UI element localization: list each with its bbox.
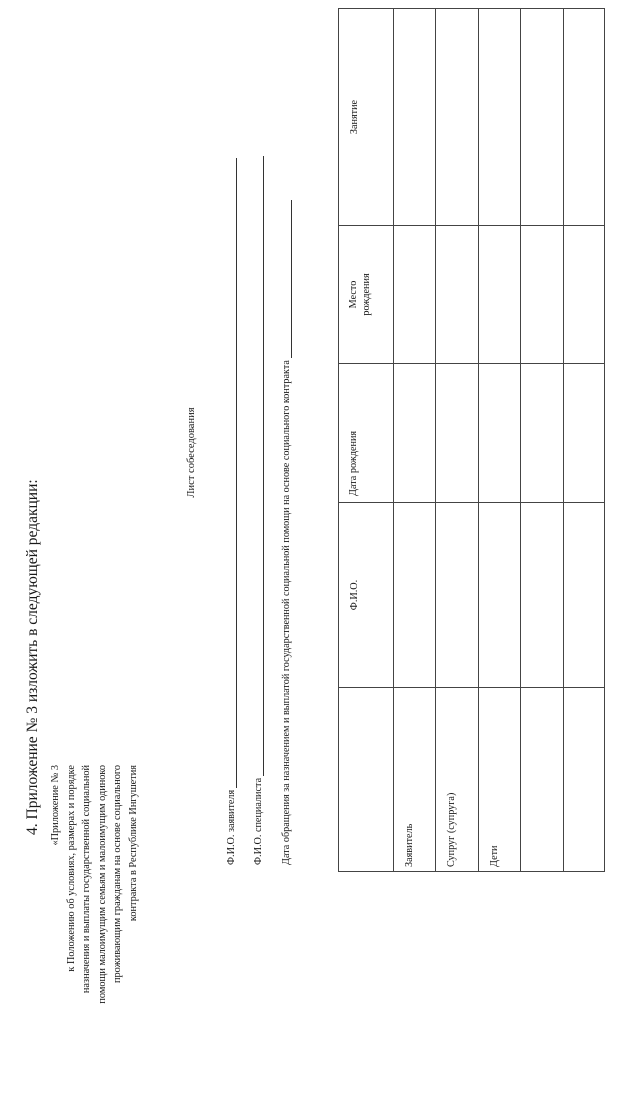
table-cell[interactable]: [394, 226, 436, 364]
table-row: [479, 9, 521, 872]
table-cell[interactable]: [436, 226, 479, 364]
table-row: [564, 9, 605, 872]
table-cell[interactable]: [521, 9, 564, 226]
table-row: [521, 9, 564, 872]
application-date-label: Дата обращения за назначением и выплатой государственной социальной помощи на основе социального контракта: [281, 360, 292, 865]
specialist-name-label: Ф.И.О. специалиста: [253, 777, 264, 865]
table-cell[interactable]: [436, 9, 479, 226]
header-cell-name: Ф.И.О.: [339, 503, 394, 688]
table-cell[interactable]: [394, 9, 436, 226]
interview-table: [338, 8, 605, 872]
appendix-note: [48, 765, 142, 1095]
table-cell[interactable]: [479, 364, 521, 503]
application-date-field[interactable]: [281, 200, 292, 865]
table-cell[interactable]: [564, 226, 605, 364]
applicant-name-line[interactable]: [226, 158, 237, 788]
table-cell[interactable]: [564, 9, 605, 226]
row-label: [564, 688, 605, 872]
specialist-name-line[interactable]: [253, 156, 264, 776]
specialist-name-field[interactable]: [253, 156, 264, 865]
appendix-line: проживающим гражданам на основе социального: [112, 765, 124, 983]
appendix-line: «Приложение № 3: [50, 765, 61, 846]
appendix-line: назначения и выплаты государственной социальной: [81, 765, 93, 994]
table-cell[interactable]: [521, 364, 564, 503]
page-heading: 4. Приложение № 3 изложить в следующей редакции:: [24, 479, 41, 835]
header-cell: [339, 688, 394, 872]
table-cell[interactable]: [394, 503, 436, 688]
row-label: Супруг (супруга): [436, 688, 479, 872]
application-date-line[interactable]: [281, 200, 292, 358]
table-cell[interactable]: [436, 364, 479, 503]
row-label: Заявитель: [394, 688, 436, 872]
row-label: Дети: [479, 688, 521, 872]
table-cell[interactable]: [479, 503, 521, 688]
table-row: [394, 9, 436, 872]
header-cell-occupation: Занятие: [339, 9, 394, 226]
applicant-name-label: Ф.И.О. заявителя: [226, 789, 237, 865]
document-title: Лист собеседования: [186, 407, 197, 498]
header-cell-birth-date: Дата рождения: [339, 364, 394, 503]
appendix-line: контракта в Республике Ингушетия: [127, 765, 139, 922]
table-cell[interactable]: [521, 503, 564, 688]
table-header-row: [339, 9, 394, 872]
table-row: [436, 9, 479, 872]
appendix-line: помощи малоимущим семьям и малоимущим одиноко: [96, 765, 108, 1004]
table-cell[interactable]: [564, 503, 605, 688]
table-cell[interactable]: [479, 9, 521, 226]
table-cell[interactable]: [436, 503, 479, 688]
table-cell[interactable]: [521, 226, 564, 364]
applicant-name-field[interactable]: [226, 158, 237, 865]
table-cell[interactable]: [479, 226, 521, 364]
appendix-line: к Положению об условиях, размерах и порядке: [65, 765, 77, 972]
header-cell-birth-place: Место рождения: [339, 226, 394, 364]
table-cell[interactable]: [394, 364, 436, 503]
row-label: [521, 688, 564, 872]
table-cell[interactable]: [564, 364, 605, 503]
